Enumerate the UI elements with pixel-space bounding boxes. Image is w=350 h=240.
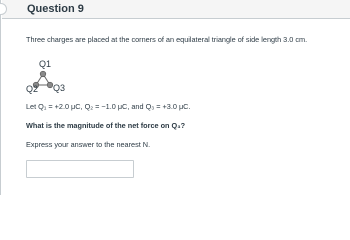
charge-q3-dot (47, 82, 53, 88)
question-header (2, 0, 350, 19)
question-prompt: Three charges are placed at the corners of an equilateral triangle of side length 3.0 cm. (26, 35, 308, 44)
charge-q1-dot (40, 71, 46, 77)
label-q1: Q1 (39, 59, 52, 69)
charge-triangle-diagram (26, 58, 76, 98)
charges-values: Let Q₁ = +2.0 μC, Q₂ = −1.0 μC, and Q₃ = +3.0 μC. (26, 102, 191, 111)
label-q3: Q3 (53, 83, 66, 93)
question-status-icon (0, 3, 7, 15)
answer-instruction: Express your answer to the nearest N. (26, 140, 151, 149)
question-ask: What is the magnitude of the net force on Q₃? (26, 121, 186, 130)
label-q2: Q2 (26, 84, 39, 94)
answer-input[interactable] (26, 160, 134, 178)
question-title: Question 9 (27, 3, 84, 15)
